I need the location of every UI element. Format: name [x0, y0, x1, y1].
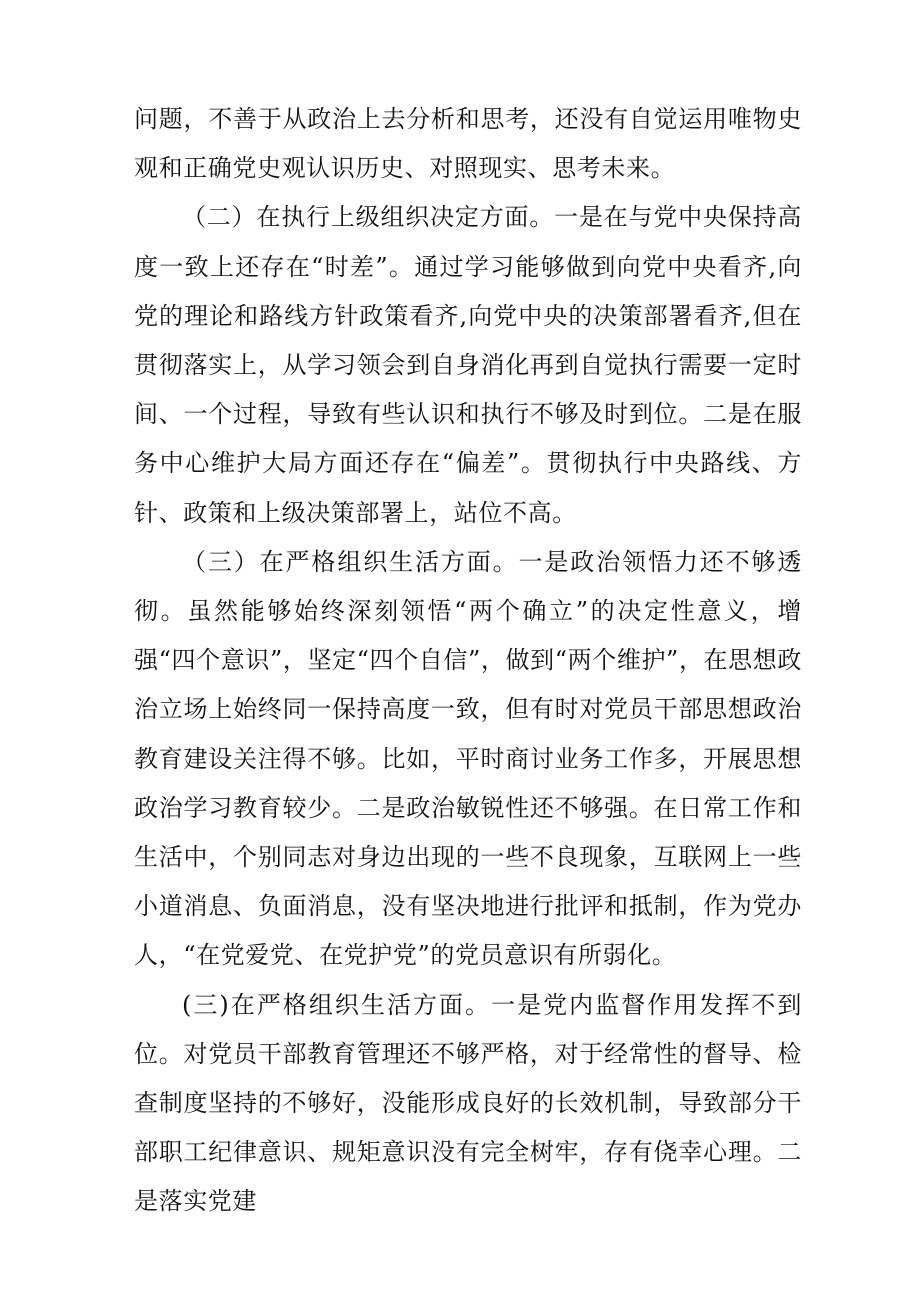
paragraph-1: 问题，不善于从政治上去分析和思考，还没有自觉运用唯物史观和正确党史观认识历史、对照现实、思考未来。	[134, 105, 802, 183]
paragraph-3: （三）在严格组织生活方面。一是政治领悟力还不够透彻。虽然能够始终深刻领悟“两个确立”的决定性意义，增强“四个意识”，坚定“四个自信”，做到“两个维护”，在思想政治立场上始终同一保持高度一致，但有时对党员干部思想政治教育建设关注得不够。比如，平时商讨业务工作多，开展思想政治学习教育较少。二是政治敏锐性还不够强。在日常工作和生活中，个别同志对身边出现的一些不良现象，互联网上一些小道消息、负面消息，没有坚决地进行批评和抵制，作为党办人，“在党爱党、在党护党”的党员意识有所弱化。	[134, 547, 802, 970]
paragraph-4: (三)在严格组织生活方面。一是党内监督作用发挥不到位。对党员干部教育管理还不够严格，对于经常性的督导、检查制度坚持的不够好，没能形成良好的长效机制，导致部分干部职工纪律意识、规矩意识没有完全树牢，存有侥幸心理。二是落实党建	[134, 990, 802, 1216]
paragraph-2: （二）在执行上级组织决定方面。一是在与党中央保持高度一致上还存在“时差”。通过学习能够做到向党中央看齐,向党的理论和路线方针政策看齐,向党中央的决策部署看齐,但在贯彻落实上，从学习领会到自身消化再到自觉执行需要一定时间、一个过程，导致有些认识和执行不够及时到位。二是在服务中心维护大局方面还存在“偏差”。贯彻执行中央路线、方针、政策和上级决策部署上，站位不高。	[134, 203, 802, 527]
